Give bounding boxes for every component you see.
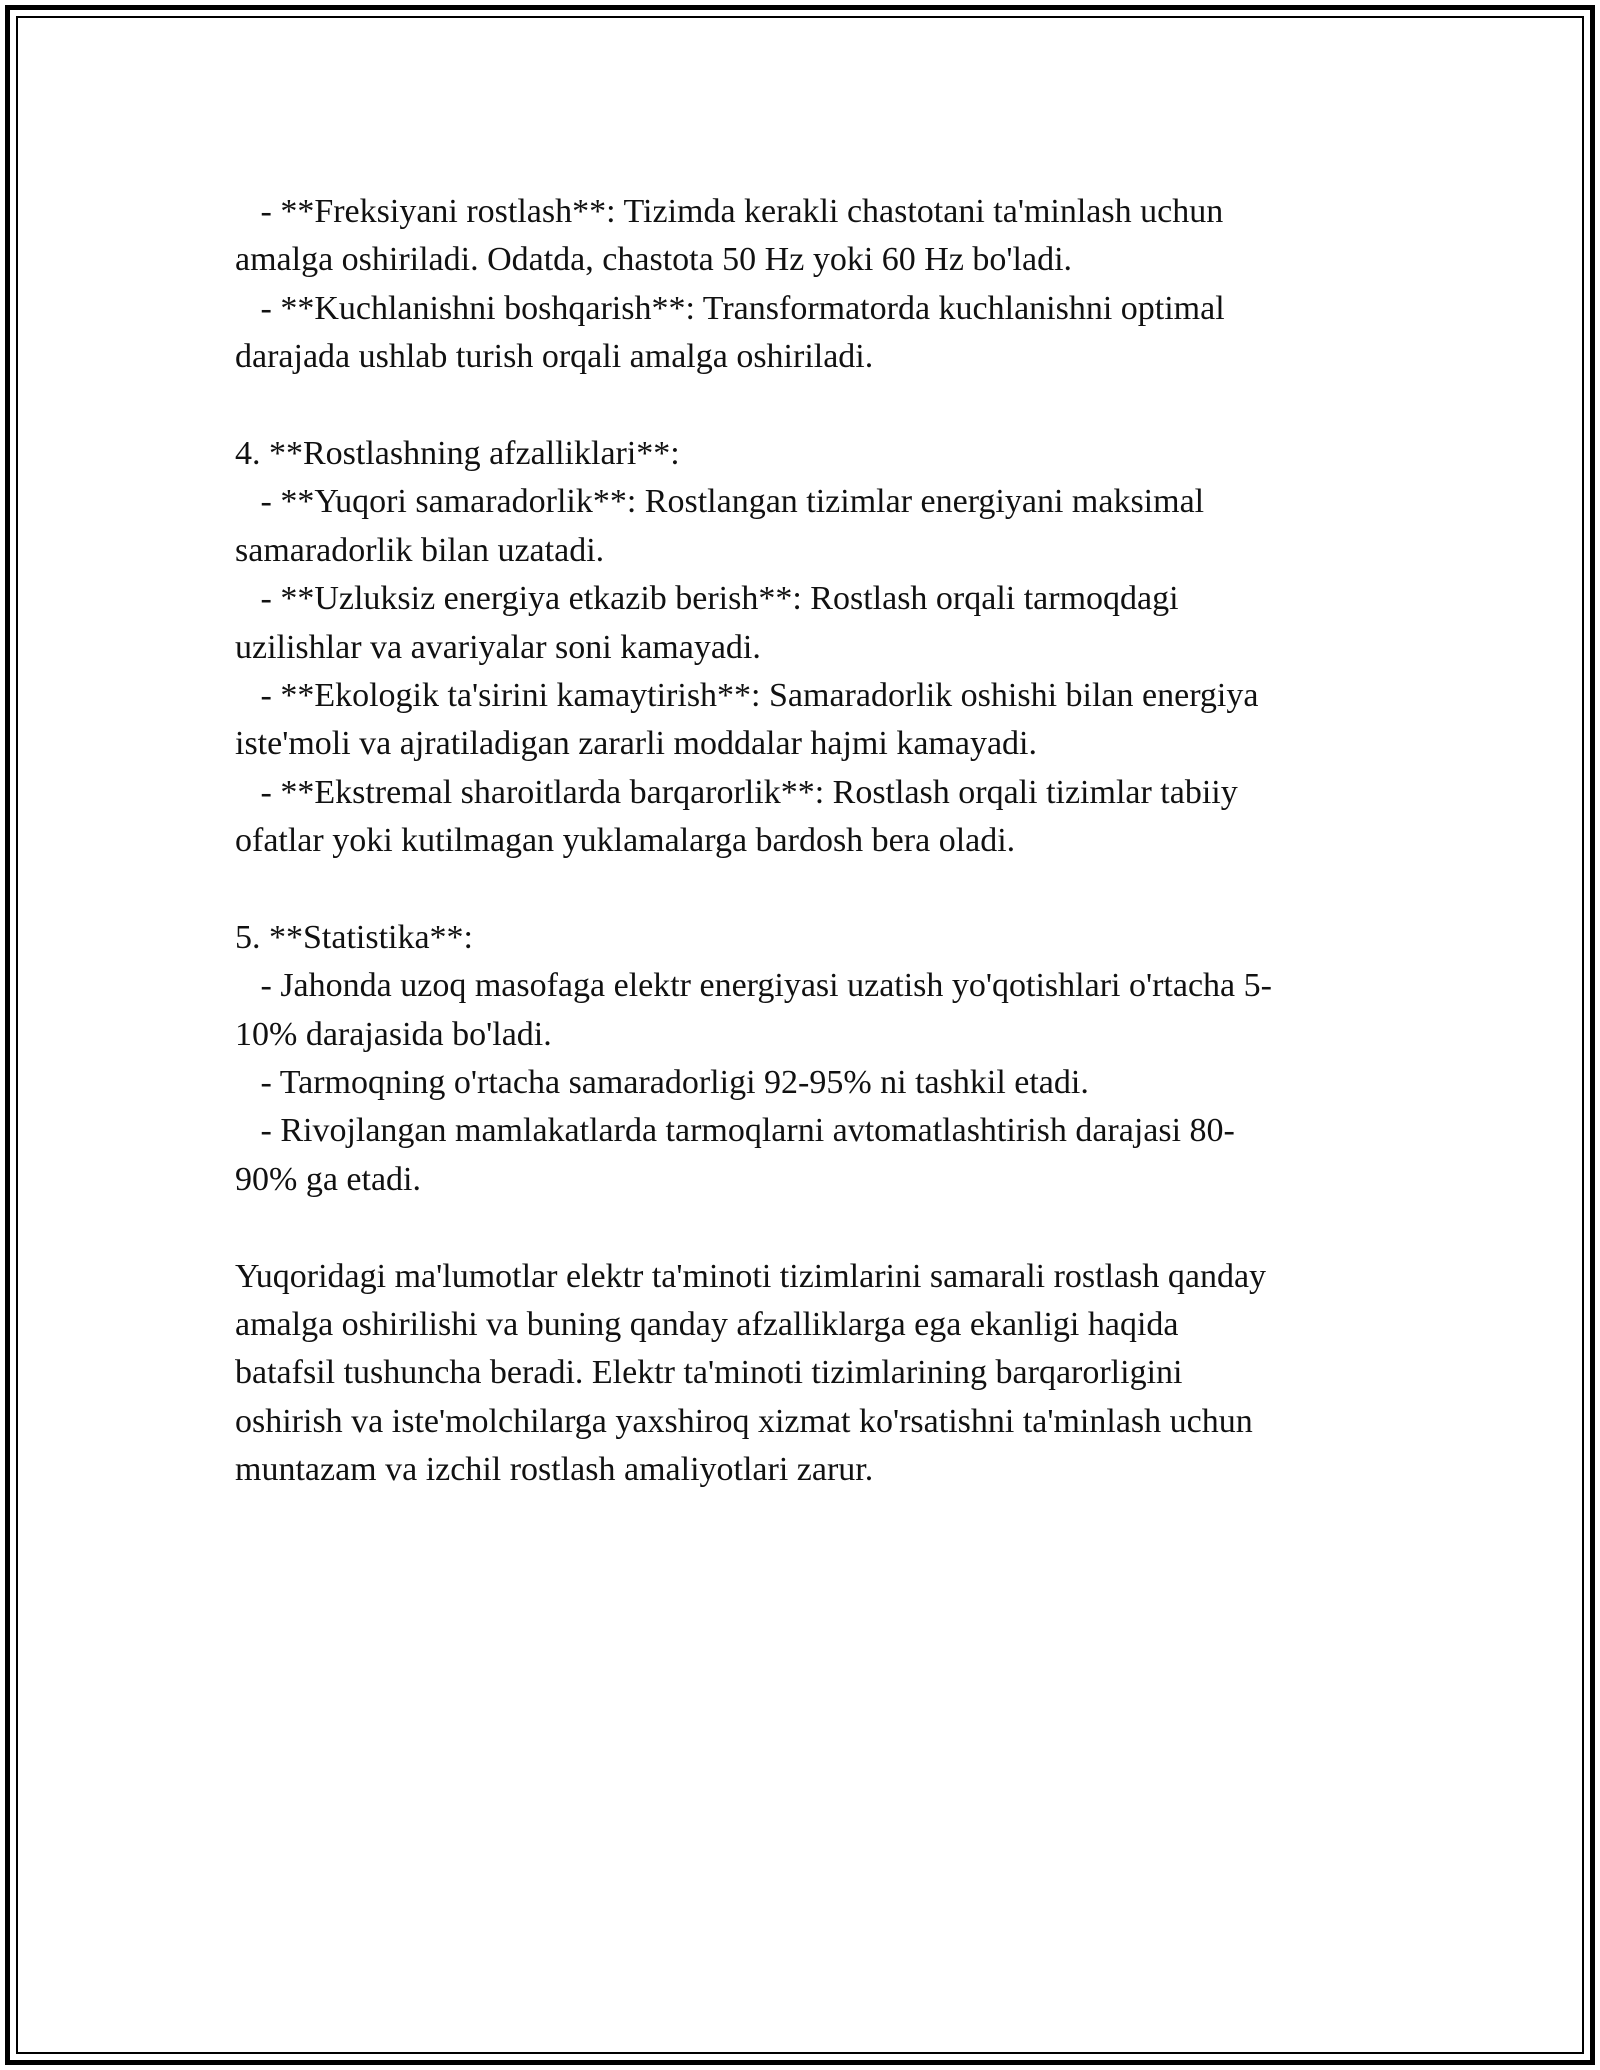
paragraph-line: muntazam va izchil rostlash amaliyotlari zarur. [235, 1451, 874, 1489]
text-line: darajada ushlab turish orqali amalga oshiriladi. [235, 338, 874, 376]
text-line: 90% ga etadi. [235, 1160, 421, 1198]
text-line: - **Yuqori samaradorlik**: Rostlangan tizimlar energiyani maksimal [235, 483, 1205, 521]
text-line: - **Ekstremal sharoitlarda barqarorlik**: Rostlash orqali tizimlar tabiiy [235, 773, 1238, 811]
text-line: - Tarmoqning o'rtacha samaradorligi 92-95% ni tashkil etadi. [235, 1064, 1089, 1102]
blank-line [235, 865, 1375, 913]
text-line: samaradorlik bilan uzatadi. [235, 531, 605, 569]
paragraph-line: oshirish va iste'molchilarga yaxshiroq xizmat ko'rsatishni ta'minlash uchun [235, 1402, 1253, 1440]
text-line: - Rivojlangan mamlakatlarda tarmoqlarni avtomatlashtirish darajasi 80- [235, 1112, 1235, 1150]
text-line: - **Freksiyani rostlash**: Tizimda kerakli chastotani ta'minlash uchun [235, 193, 1224, 230]
paragraph-line: batafsil tushuncha beradi. Elektr ta'minoti tizimlarining barqarorligini [235, 1354, 1183, 1392]
blank-line [235, 1204, 1375, 1252]
document-body [235, 188, 1375, 1495]
blank-line [235, 382, 1375, 430]
section-heading: 4. **Rostlashning afzalliklari**: [235, 434, 680, 472]
text-line: amalga oshiriladi. Odatda, chastota 50 Hz yoki 60 Hz bo'ladi. [235, 241, 1073, 279]
text-line: ofatlar yoki kutilmagan yuklamalarga bardosh bera oladi. [235, 822, 1016, 860]
text-line: - **Ekologik ta'sirini kamaytirish**: Samaradorlik oshishi bilan energiya [235, 676, 1259, 714]
text-line: - Jahonda uzoq masofaga elektr energiyasi uzatish yo'qotishlari o'rtacha 5- [235, 967, 1272, 1005]
text-line: - **Kuchlanishni boshqarish**: Transformatorda kuchlanishni optimal [235, 289, 1225, 327]
text-line: - **Uzluksiz energiya etkazib berish**: Rostlash orqali tarmoqdagi [235, 580, 1179, 618]
paragraph-line: Yuqoridagi ma'lumotlar elektr ta'minoti tizimlarini samarali rostlash qanday [235, 1257, 1267, 1295]
section-heading: 5. **Statistika**: [235, 918, 473, 956]
text-line: iste'moli va ajratiladigan zararli moddalar hajmi kamayadi. [235, 725, 1037, 763]
paragraph-line: amalga oshirilishi va buning qanday afzalliklarga ega ekanligi haqida [235, 1305, 1179, 1343]
text-line: uzilishlar va avariyalar soni kamayadi. [235, 628, 761, 666]
text-line: 10% darajasida bo'ladi. [235, 1015, 552, 1053]
